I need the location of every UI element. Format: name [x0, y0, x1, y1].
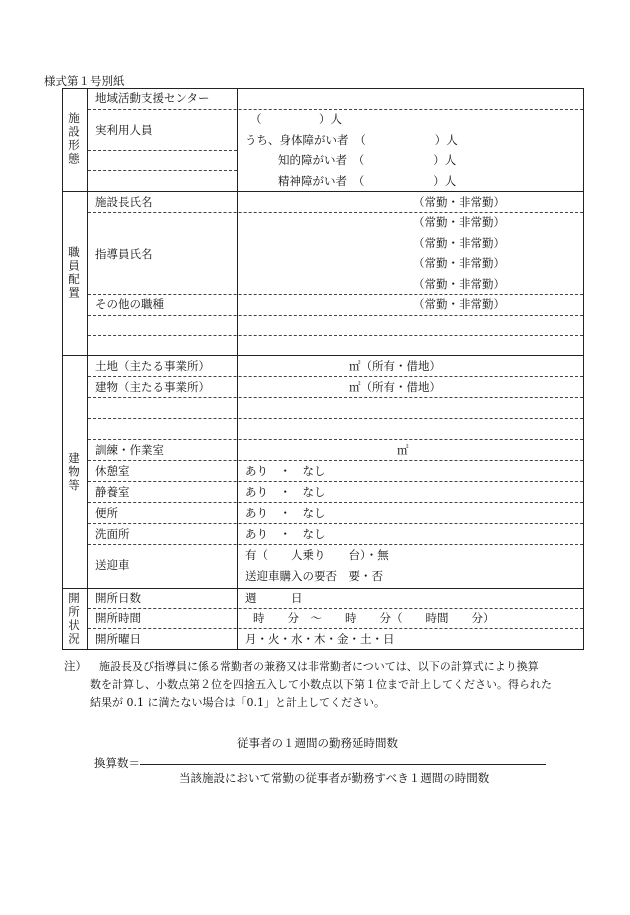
section-staff-label: 職員配置 — [67, 246, 81, 300]
note-line-3: 結果が 0.1 に満たない場合は「0.1」と計上してください。 — [90, 696, 385, 709]
value-director-status[interactable]: （常勤・非常勤） — [413, 195, 505, 209]
value-users[interactable]: （ ）人 — [250, 112, 342, 126]
value-days[interactable]: 週 日 — [245, 591, 303, 605]
section-facility-label: 施設形態 — [67, 112, 81, 166]
value-rest[interactable]: あり ・ なし — [245, 464, 326, 478]
note-line-2: 数を計算し、小数点第２位を四捨五入して小数点以下第１位まで計上してください。得られた — [90, 678, 552, 691]
label-land: 土地（主たる事業所） — [95, 359, 210, 373]
section-opening-label: 開所状況 — [67, 592, 81, 646]
label-shuttle: 送迎車 — [95, 558, 130, 572]
note-prefix: 注） — [64, 659, 87, 673]
label-training: 訓練・作業室 — [95, 443, 164, 457]
formula-numerator: 従事者の１週間の勤務延時間数 — [237, 736, 398, 750]
label-hours: 開所時間 — [95, 611, 141, 625]
section-building-label: 建物等 — [67, 452, 81, 493]
value-hours[interactable]: 時 分 ～ 時 分（ 時間 分） — [253, 611, 495, 625]
value-instructor-status[interactable]: （常勤・非常勤） — [413, 277, 505, 291]
label-instructor: 指導員氏名 — [95, 247, 153, 261]
label-quiet: 静養室 — [95, 485, 130, 499]
fraction-bar — [140, 764, 546, 765]
value-instructor-status[interactable]: （常勤・非常勤） — [413, 236, 505, 250]
label-wash: 洗面所 — [95, 527, 130, 541]
value-intellectual[interactable]: 知的障がい者 （ ）人 — [278, 153, 457, 167]
note-line-1: 施設長及び指導員に係る常勤者の兼務又は非常勤者については、以下の計算式により換算 — [99, 660, 539, 673]
value-training[interactable]: ㎡ — [397, 443, 409, 457]
label-other-staff: その他の職種 — [95, 297, 164, 311]
value-instructor-status[interactable]: （常勤・非常勤） — [413, 215, 505, 229]
form-title: 様式第１号別紙 — [44, 74, 125, 88]
label-weekdays: 開所曜日 — [95, 632, 141, 646]
label-center: 地域活動支援センター — [95, 91, 210, 105]
formula-label: 換算数＝ — [94, 756, 140, 770]
label-days: 開所日数 — [95, 591, 141, 605]
value-weekdays[interactable]: 月・火・水・木・金・土・日 — [245, 632, 395, 646]
value-wash[interactable]: あり ・ なし — [245, 527, 326, 541]
value-physical[interactable]: うち、身体障がい者 （ ）人 — [245, 133, 458, 147]
value-other-status[interactable]: （常勤・非常勤） — [413, 297, 505, 311]
value-mental[interactable]: 精神障がい者 （ ）人 — [278, 174, 457, 188]
value-land[interactable]: ㎡（所有・借地） — [349, 359, 441, 373]
label-bldg: 建物（主たる事業所） — [95, 380, 210, 394]
label-actual-users: 実利用人員 — [95, 123, 153, 137]
label-rest: 休憩室 — [95, 464, 130, 478]
value-shuttle[interactable]: 有（ 人乗り 台）・無 — [245, 548, 389, 562]
value-bldg[interactable]: ㎡（所有・借地） — [349, 380, 441, 394]
value-shuttle-purchase[interactable]: 送迎車購入の要否 要・否 — [245, 569, 383, 583]
label-toilet: 便所 — [95, 506, 118, 520]
value-instructor-status[interactable]: （常勤・非常勤） — [413, 256, 505, 270]
formula-denominator: 当該施設において常勤の従事者が勤務すべき１週間の時間数 — [179, 771, 490, 785]
value-quiet[interactable]: あり ・ なし — [245, 485, 326, 499]
value-toilet[interactable]: あり ・ なし — [245, 506, 326, 520]
label-director: 施設長氏名 — [95, 195, 153, 209]
